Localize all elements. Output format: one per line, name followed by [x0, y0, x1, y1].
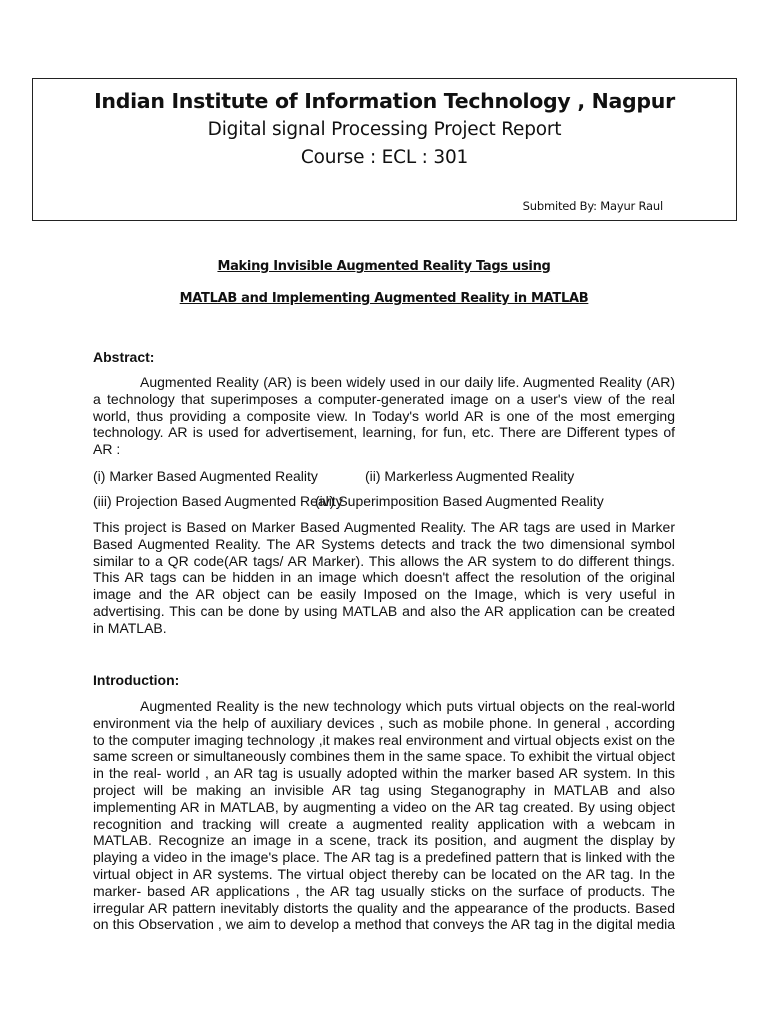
text-line: same screen or simultaneously combines them in the same space. To exhibit the virtual object — [93, 748, 675, 765]
ar-type-3: (iii) Projection Based Augmented Reality — [93, 493, 343, 509]
text-line: in MATLAB. — [93, 619, 167, 636]
text-line: Based Augmented Reality. The AR Systems detects and track the two dimensional symbol — [93, 535, 675, 552]
abstract-heading: Abstract: — [93, 349, 155, 365]
ar-type-2: (ii) Markerless Augmented Reality — [365, 468, 575, 484]
text-line: to the computer imaging technology ,it makes real environment and virtual objects exist on the — [93, 731, 676, 748]
course-code: Course : ECL : 301 — [300, 147, 469, 168]
text-line: AR : — [93, 441, 121, 458]
text-line: on this Observation , we aim to develop a method that conveys the AR tag in the digital media — [93, 916, 675, 933]
text-line: project will be making an invisible AR tag using Steganography in MATLAB and also — [93, 781, 675, 798]
ar-type-1: (i) Marker Based Augmented Reality — [93, 468, 318, 484]
text-line: This AR tags can be hidden in an image which doesn't affect the resolution of the original — [93, 569, 675, 586]
text-line: This project is Based on Marker Based Augmented Reality. The AR tags are used in Marker — [93, 519, 675, 535]
project-title-line-2: MATLAB and Implementing Augmented Reality in MATLAB — [179, 291, 589, 306]
text-line: irregular AR pattern inevitably distorts the quality and the appearance of the products. Based — [93, 899, 675, 916]
text-line: a technology that superimposes a computer-generated image on a user's view of the real — [93, 390, 675, 407]
text-line: in the real- world , an AR tag is usually adopted within the marker based AR system. In this — [93, 765, 675, 782]
text-line: similar to a QR code(AR tags/ AR Marker). This allows the AR system to do different things. — [93, 552, 675, 569]
ar-type-4: (iv) Superimposition Based Augmented Reality — [315, 493, 604, 509]
text-line: recognition and tracking will create a augmented reality application with a webcam in — [93, 815, 675, 832]
text-line: Augmented Reality is the new technology which puts virtual objects on the real-world — [140, 698, 675, 714]
text-line: world, thus providing a composite view. In Today's world AR is one of the most emerging — [93, 407, 675, 424]
text-line: marker- based AR applications , the AR tag usually sticks on the surface of products. The — [93, 882, 675, 899]
text-line: playing a video in the image's place. The AR tag is a predefined pattern that is linked with the — [93, 849, 675, 866]
text-line: implementing AR in MATLAB, by augmenting a video on the AR tag created. By using object — [93, 798, 675, 815]
report-title: Digital signal Processing Project Report — [207, 119, 562, 140]
text-line: technology. AR is used for advertisement, learning, for fun, etc. There are Different types of — [93, 424, 675, 441]
project-title-line-1: Making Invisible Augmented Reality Tags using — [217, 259, 551, 274]
text-line: MATLAB. Recognize an image in a scene, track its position, and augment the display by — [93, 832, 675, 849]
abstract-paragraph-1 — [93, 374, 675, 458]
introduction-paragraph — [93, 698, 675, 933]
abstract-paragraph-2 — [93, 519, 675, 637]
header-box — [32, 78, 737, 221]
institute-name: Indian Institute of Information Technology , Nagpur — [94, 89, 675, 113]
introduction-heading: Introduction: — [93, 672, 180, 688]
text-line: virtual object in AR systems. The virtual object thereby can be located on the AR tag. In the — [93, 865, 675, 882]
text-line: advertising. This can be done by using MATLAB and also the AR application can be created — [93, 602, 675, 619]
submitted-by: Submited By: Mayur Raul — [522, 199, 663, 213]
text-line: Augmented Reality (AR) is been widely used in our daily life. Augmented Reality (AR) — [140, 374, 675, 390]
text-line: environment via the help of auxiliary devices , such as mobile phone. In general , according — [93, 714, 675, 731]
text-line: image and the AR object can be easily Imposed on the Image, which is very useful in — [93, 586, 675, 603]
